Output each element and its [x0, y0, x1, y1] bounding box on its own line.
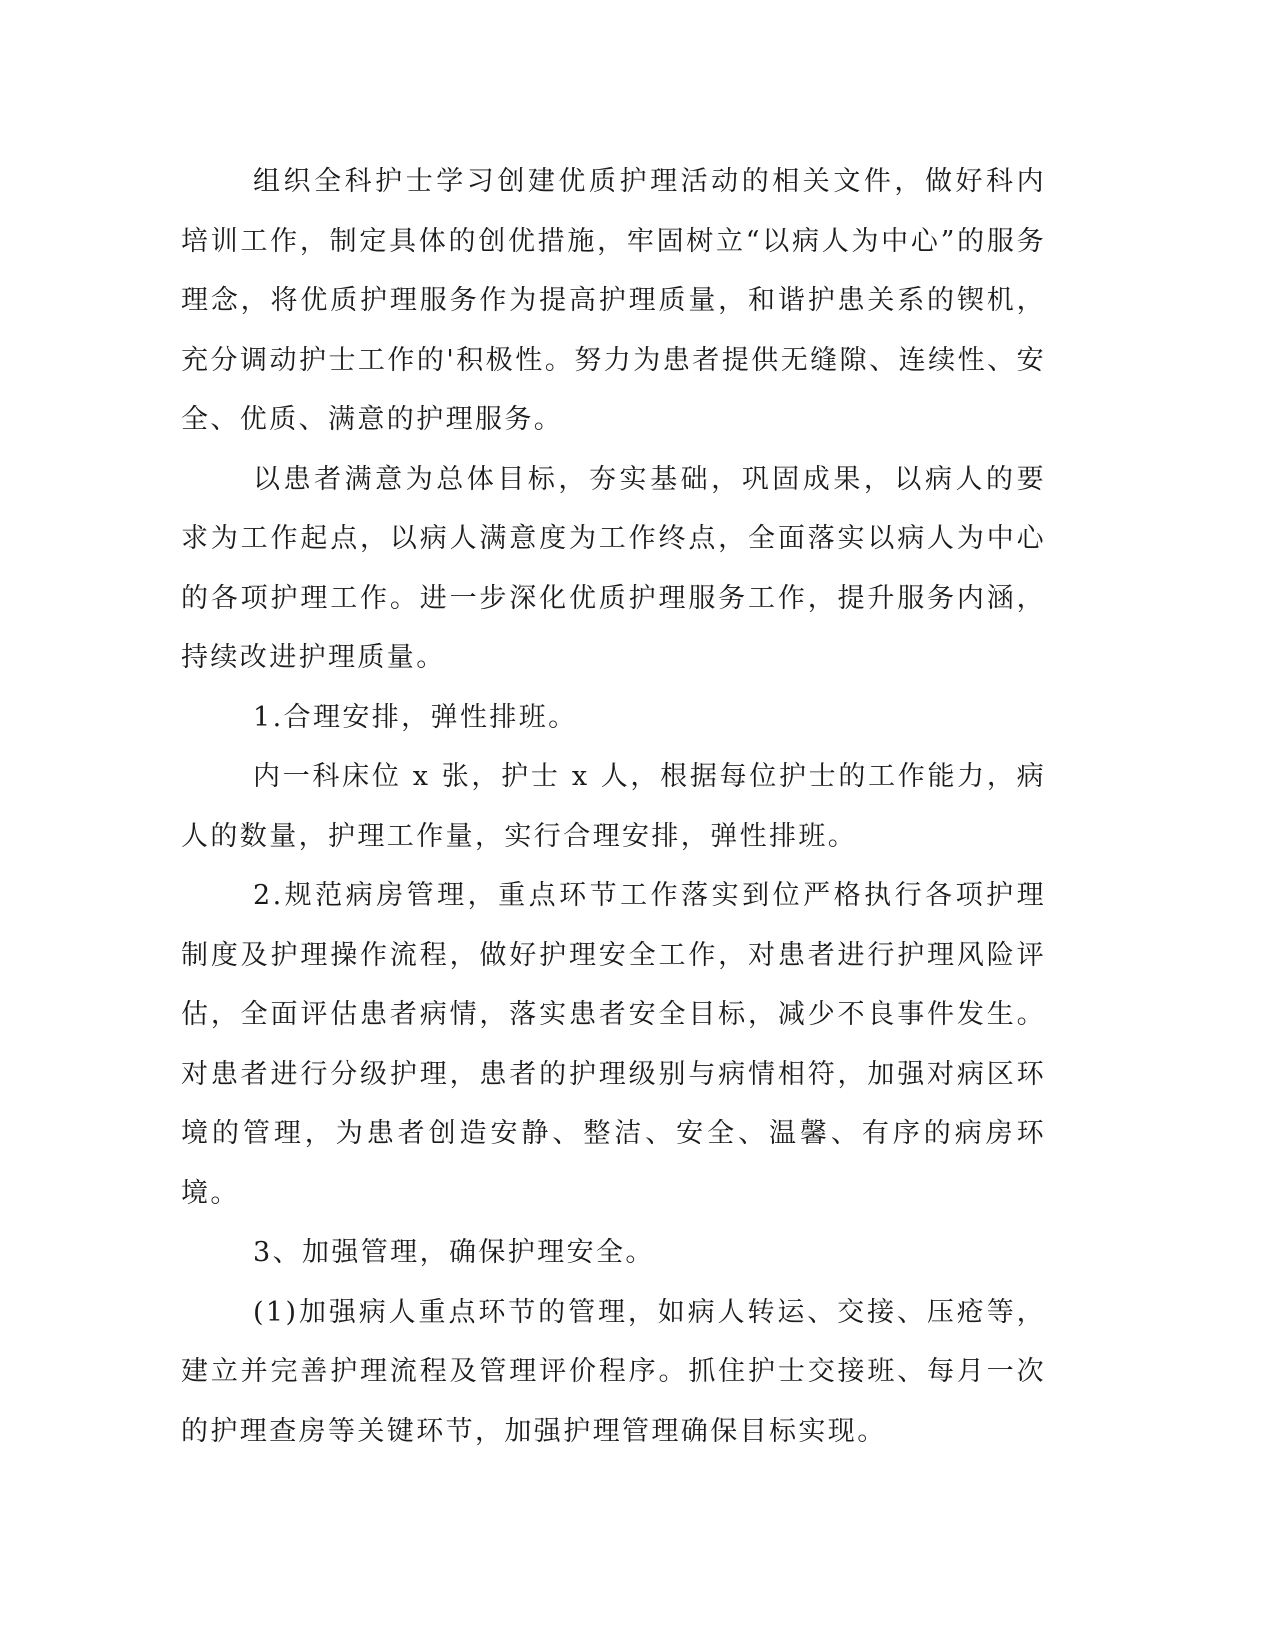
paragraph-3-1-key-links: (1)加强病人重点环节的管理，如病人转运、交接、压疮等，建立并完善护理流程及管理评价程序。抓住护士交接班、每月一次的护理查房等关键环节，加强护理管理确保目标实现。	[181, 1296, 1046, 1447]
document-page	[181, 152, 1046, 1461]
paragraph-2-ward-management: 2.规范病房管理，重点环节工作落实到位严格执行各项护理制度及护理操作流程，做好护理安全工作，对患者进行护理风险评估，全面评估患者病情，落实患者安全目标，减少不良事件发生。对患者进行分级护理，患者的护理级别与病情相符，加强对病区环境的管理，为患者创造安静、整洁、安全、温馨、有序的病房环境。	[181, 880, 1046, 1209]
paragraph-staffing: 内一科床位 x 张，护士 x 人，根据每位护士的工作能力，病人的数量，护理工作量，实行合理安排，弹性排班。	[181, 761, 1046, 852]
heading-3-safety: 3、加强管理，确保护理安全。	[253, 1237, 655, 1268]
paragraph-quality-nursing-activity: 组织全科护士学习创建优质护理活动的相关文件，做好科内培训工作，制定具体的创优措施，牢固树立“以病人为中心”的服务理念，将优质护理服务作为提高护理质量，和谐护患关系的锲机，充分调动护士工作的'积极性。努力为患者提供无缝隙、连续性、安全、优质、满意的护理服务。	[181, 166, 1046, 435]
heading-1-scheduling: 1.合理安排，弹性排班。	[253, 701, 578, 733]
paragraph-overall-goal: 以患者满意为总体目标，夯实基础，巩固成果，以病人的要求为工作起点，以病人满意度为工作终点，全面落实以病人为中心的各项护理工作。进一步深化优质护理服务工作，提升服务内涵，持续改进护理质量。	[181, 463, 1046, 673]
